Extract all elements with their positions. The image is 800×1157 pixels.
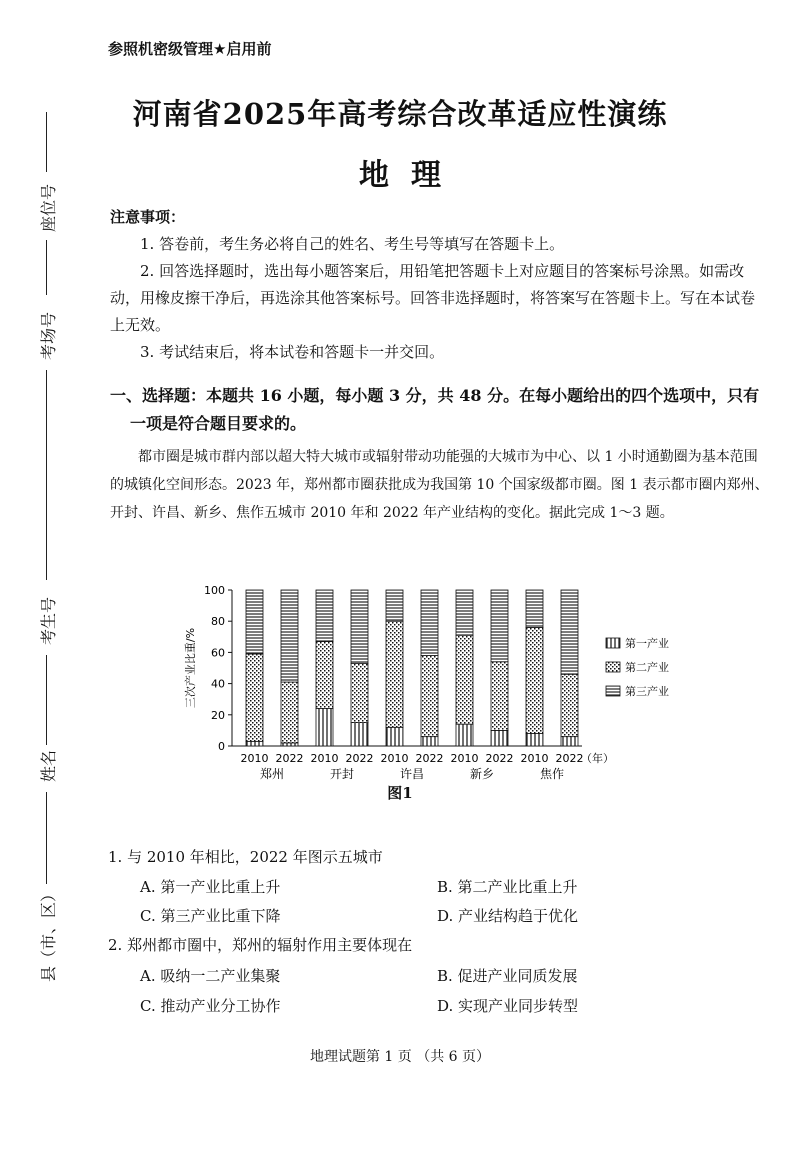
- x-tick-label: 2022: [415, 752, 444, 765]
- city-label: 郑州: [259, 767, 285, 781]
- question-2-option-b: B. 促进产业同质发展: [437, 967, 578, 985]
- bar-tertiary: [561, 590, 578, 674]
- bar-primary: [246, 741, 263, 746]
- notice-item-3: 3. 考试结束后，将本试卷和答题卡一并交回。: [140, 343, 445, 361]
- legend-swatch: [606, 686, 620, 696]
- page-footer: 地理试题第 1 页 （共 6 页）: [309, 1049, 491, 1065]
- bar-secondary: [526, 627, 543, 733]
- city-label: 许昌: [399, 767, 425, 781]
- bar-secondary: [316, 641, 333, 708]
- section-line-2: 一项是符合题目要求的。: [130, 414, 307, 433]
- bar-primary: [456, 724, 473, 746]
- legend-label: 第二产业: [625, 661, 669, 674]
- binding-line-5: [46, 792, 47, 884]
- bar-secondary: [386, 621, 403, 727]
- question-1-option-a: A. 第一产业比重上升: [140, 878, 281, 896]
- seat-label: 座位号: [39, 183, 58, 232]
- bar-tertiary: [351, 590, 368, 663]
- x-tick-label: 2022: [485, 752, 514, 765]
- question-2-option-d: D. 实现产业同步转型: [437, 997, 579, 1015]
- bar-tertiary: [316, 590, 333, 641]
- bar-tertiary: [386, 590, 403, 621]
- question-2-stem: 2. 郑州都市圈中，郑州的辐射作用主要体现在: [108, 936, 413, 954]
- industry-structure-chart: [170, 580, 669, 781]
- question-1-option-b: B. 第二产业比重上升: [437, 878, 578, 896]
- question-1-stem: 1. 与 2010 年相比，2022 年图示五城市: [108, 848, 383, 866]
- subject-title: 地理: [359, 158, 463, 193]
- x-tick-label: 2010: [520, 752, 549, 765]
- question-2-option-a: A. 吸纳一二产业集聚: [140, 967, 281, 985]
- legend-label: 第一产业: [625, 637, 669, 650]
- bar-primary: [421, 737, 438, 746]
- section-heading: [110, 382, 770, 438]
- binding-line-4: [46, 655, 47, 745]
- bar-primary: [316, 709, 333, 746]
- y-tick-label: 60: [211, 646, 225, 660]
- city-label: 焦作: [539, 767, 565, 781]
- bar-secondary: [246, 654, 263, 741]
- x-tick-label: 2010: [240, 752, 269, 765]
- notice-item-1: 1. 答卷前，考生务必将自己的姓名、考生号等填写在答题卡上。: [140, 235, 565, 253]
- city-label: 新乡: [469, 767, 495, 781]
- figure-caption: 图1: [387, 784, 413, 802]
- exam-no-label: 考生号: [39, 596, 58, 645]
- legend-swatch: [606, 638, 620, 648]
- y-tick-label: 80: [211, 615, 225, 629]
- section-line-1: 一、选择题：本题共 16 小题，每小题 3 分，共 48 分。在每小题给出的四个选项中，只有: [110, 386, 760, 405]
- question-1-option-d: D. 产业结构趋于优化: [437, 907, 579, 925]
- bar-primary: [351, 723, 368, 746]
- y-tick-label: 40: [211, 677, 225, 691]
- x-tick-label: 2010: [380, 752, 409, 765]
- notice-heading: 注意事项：: [110, 208, 186, 226]
- x-unit-label: （年）: [581, 752, 614, 765]
- bar-tertiary: [421, 590, 438, 656]
- city-label: 开封: [329, 767, 355, 781]
- bar-primary: [281, 743, 298, 746]
- x-tick-label: 2022: [345, 752, 374, 765]
- bar-primary: [386, 727, 403, 746]
- binding-line-3: [46, 370, 47, 580]
- bar-primary: [561, 737, 578, 746]
- room-label: 考场号: [39, 311, 58, 360]
- x-tick-label: 2022: [275, 752, 304, 765]
- question-1-option-c: C. 第三产业比重下降: [140, 907, 281, 925]
- intro-passage: 都市圈是城市群内部以超大特大城市或辐射带动功能强的大城市为中心、以 1 小时通勤圈为基本范围的城镇化空间形态。2023 年，郑州都市圈获批成为我国第 10 个国家级都市圈。图 1 表示都市圈内郑州、开封、许昌、新乡、焦作五城市 2010 年和 2022 年产业结构的变化。据此完成 1～3 题。: [110, 449, 769, 521]
- x-tick-label: 2010: [450, 752, 479, 765]
- bar-secondary: [421, 656, 438, 737]
- confidential-mark: 参照机密级管理★启用前: [108, 40, 272, 58]
- legend-swatch: [606, 662, 620, 672]
- county-label: 县（市、区）: [39, 885, 58, 982]
- bar-tertiary: [456, 590, 473, 635]
- bar-tertiary: [491, 590, 508, 662]
- exam-title: 河南省2025年高考综合改革适应性演练: [132, 97, 668, 131]
- y-tick-label: 20: [211, 708, 225, 722]
- bar-primary: [526, 734, 543, 746]
- legend-label: 第三产业: [625, 685, 669, 698]
- binding-line-2: [46, 240, 47, 295]
- bar-tertiary: [281, 590, 298, 682]
- bar-tertiary: [246, 590, 263, 654]
- bar-primary: [491, 730, 508, 746]
- bar-secondary: [351, 663, 368, 722]
- notice-item-2: 2. 回答选择题时，选出每小题答案后，用铅笔把答题卡上对应题目的答案标号涂黑。如需改动，用橡皮擦干净后，再选涂其他答案标号。回答非选择题时，将答案写在答题卡上。写在本试卷上无效。: [110, 262, 756, 334]
- bar-secondary: [561, 674, 578, 736]
- bar-secondary: [491, 662, 508, 731]
- y-tick-label: 0: [218, 740, 225, 753]
- y-axis-label: 三次产业比重/%: [184, 627, 197, 709]
- bar-tertiary: [526, 590, 543, 627]
- x-tick-label: 2022: [555, 752, 584, 765]
- name-label: 姓名: [39, 749, 58, 782]
- y-tick-label: 100: [204, 584, 225, 597]
- x-tick-label: 2010: [310, 752, 339, 765]
- bar-secondary: [456, 635, 473, 724]
- question-2-option-c: C. 推动产业分工协作: [140, 997, 281, 1015]
- bar-secondary: [281, 682, 298, 743]
